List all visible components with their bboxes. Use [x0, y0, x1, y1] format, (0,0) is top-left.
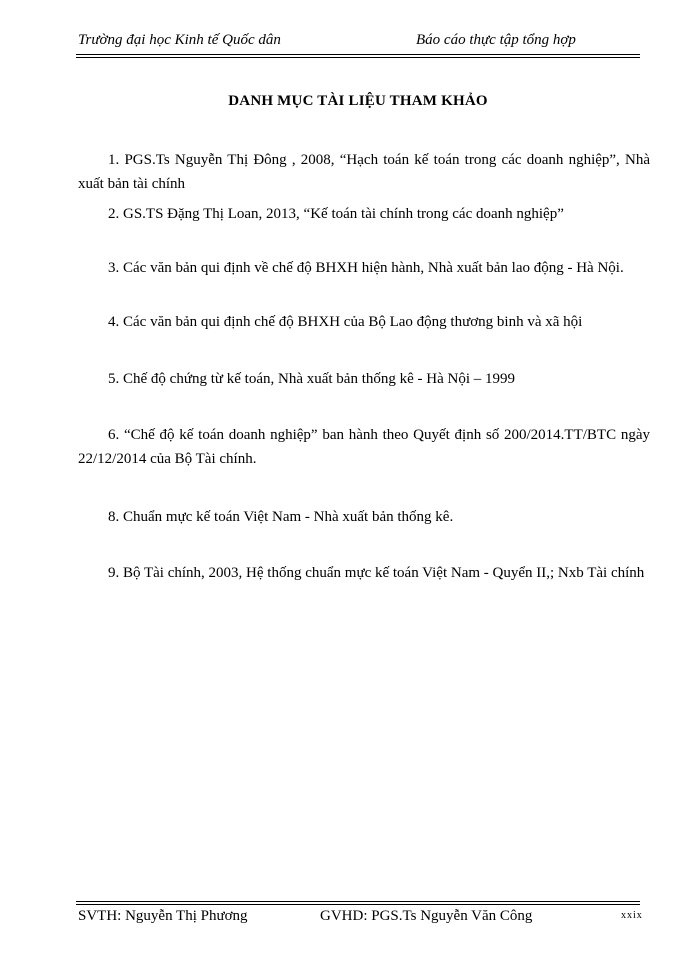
reference-item-1	[78, 148, 650, 196]
reference-item-8	[78, 505, 650, 529]
reference-text: 4. Các văn bản qui định chế độ BHXH của Bộ Lao động thương binh và xã hội	[108, 314, 583, 330]
page-footer	[76, 908, 646, 930]
reference-item-4	[78, 310, 650, 334]
reference-item-9	[78, 561, 650, 585]
page-header	[76, 32, 640, 54]
page-number: xxix	[621, 910, 643, 921]
header-rule	[76, 54, 640, 58]
reference-text: 2. GS.TS Đặng Thị Loan, 2013, “Kế toán tài chính trong các doanh nghiệp”	[108, 206, 564, 222]
footer-rule	[76, 901, 640, 905]
reference-item-2	[78, 202, 650, 226]
footer-student: SVTH: Nguyễn Thị Phương	[78, 908, 248, 924]
header-university: Trường đại học Kinh tế Quốc dân	[78, 32, 281, 48]
reference-text: 1. PGS.Ts Nguyễn Thị Đông , 2008, “Hạch toán kế toán trong các doanh nghiệp”, Nhà xuất bản tài chính	[78, 152, 650, 192]
reference-item-5	[78, 367, 650, 391]
reference-text: 8. Chuẩn mực kế toán Việt Nam - Nhà xuất bản thống kê.	[108, 509, 454, 525]
reference-text: 3. Các văn bản qui định về chế độ BHXH hiện hành, Nhà xuất bản lao động - Hà Nội.	[108, 260, 624, 276]
reference-text: 6. “Chế độ kế toán doanh nghiệp” ban hành theo Quyết định số 200/2014.TT/BTC ngày 22/12/2014 của Bộ Tài chính.	[78, 427, 650, 467]
footer-supervisor: GVHD: PGS.Ts Nguyễn Văn Công	[320, 908, 533, 924]
reference-text: 5. Chế độ chứng từ kế toán, Nhà xuất bản thống kê - Hà Nội – 1999	[108, 371, 516, 387]
reference-item-3	[78, 256, 650, 280]
header-report-title: Báo cáo thực tập tổng hợp	[416, 32, 576, 48]
reference-item-6	[78, 423, 650, 471]
page-title: DANH MỤC TÀI LIỆU THAM KHẢO	[228, 93, 488, 109]
reference-text: 9. Bộ Tài chính, 2003, Hệ thống chuẩn mực kế toán Việt Nam - Quyển II,; Nxb Tài chính	[108, 565, 645, 581]
